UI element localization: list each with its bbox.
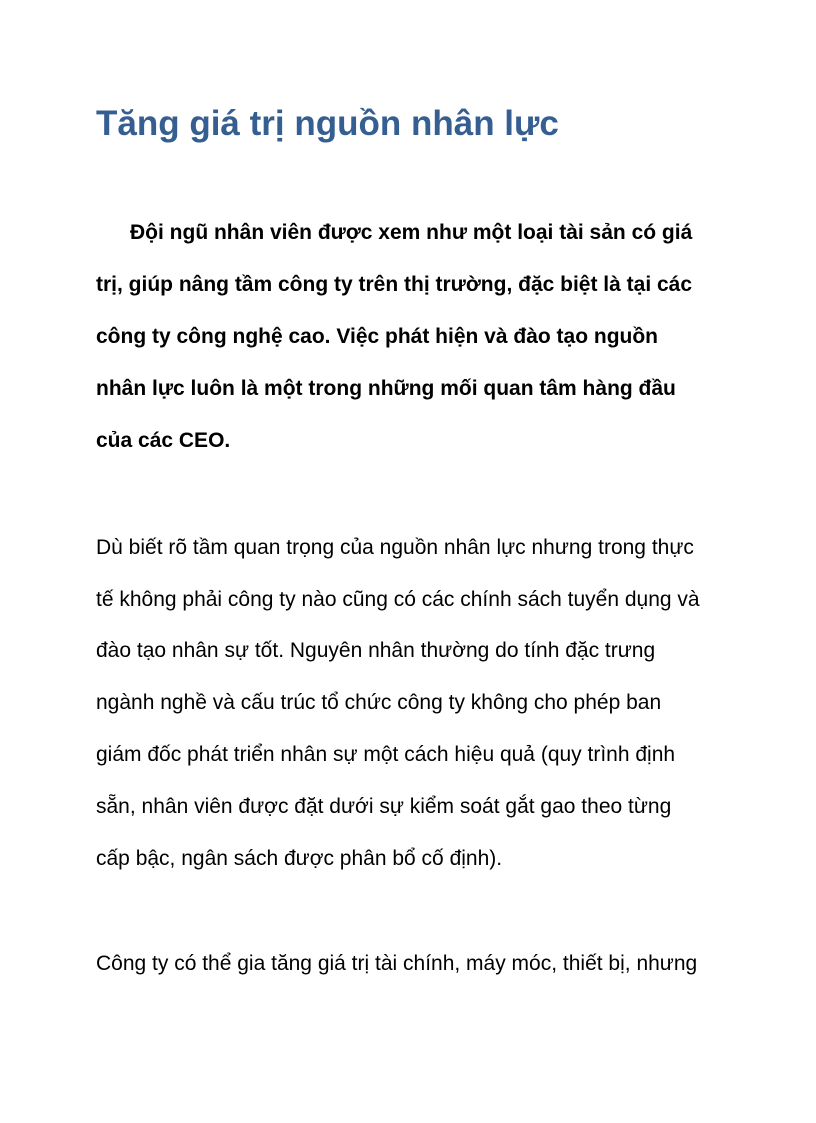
- paragraph2-line-6: sẵn, nhân viên được đặt dưới sự kiểm soát gắt gao theo từng: [96, 795, 672, 818]
- paragraph2-line-4: ngành nghề và cấu trúc tổ chức công ty không cho phép ban: [96, 691, 662, 714]
- paragraph2-line-2: tế không phải công ty nào cũng có các chính sách tuyển dụng và: [96, 588, 700, 611]
- paragraph2-line-5: giám đốc phát triển nhân sự một cách hiệu quả (quy trình định: [96, 743, 676, 766]
- intro-line-3: công ty công nghệ cao. Việc phát hiện và đào tạo nguồn: [96, 325, 659, 348]
- intro-line-5: của các CEO.: [96, 429, 231, 452]
- paragraph2-line-7: cấp bậc, ngân sách được phân bổ cố định).: [96, 847, 503, 870]
- paragraph3-line-1: Công ty có thể gia tăng giá trị tài chính, máy móc, thiết bị, nhưng: [96, 952, 698, 975]
- intro-line-4: nhân lực luôn là một trong những mối quan tâm hàng đầu: [96, 377, 676, 400]
- document-title: Tăng giá trị nguồn nhân lực: [96, 104, 559, 143]
- intro-line-2: trị, giúp nâng tầm công ty trên thị trường, đặc biệt là tại các: [96, 273, 693, 296]
- paragraph2-line-1: Dù biết rõ tầm quan trọng của nguồn nhân lực nhưng trong thực: [96, 536, 694, 559]
- paragraph2-line-3: đào tạo nhân sự tốt. Nguyên nhân thường do tính đặc trưng: [96, 639, 656, 662]
- intro-line-1: Đội ngũ nhân viên được xem như một loại tài sản có giá: [130, 221, 693, 244]
